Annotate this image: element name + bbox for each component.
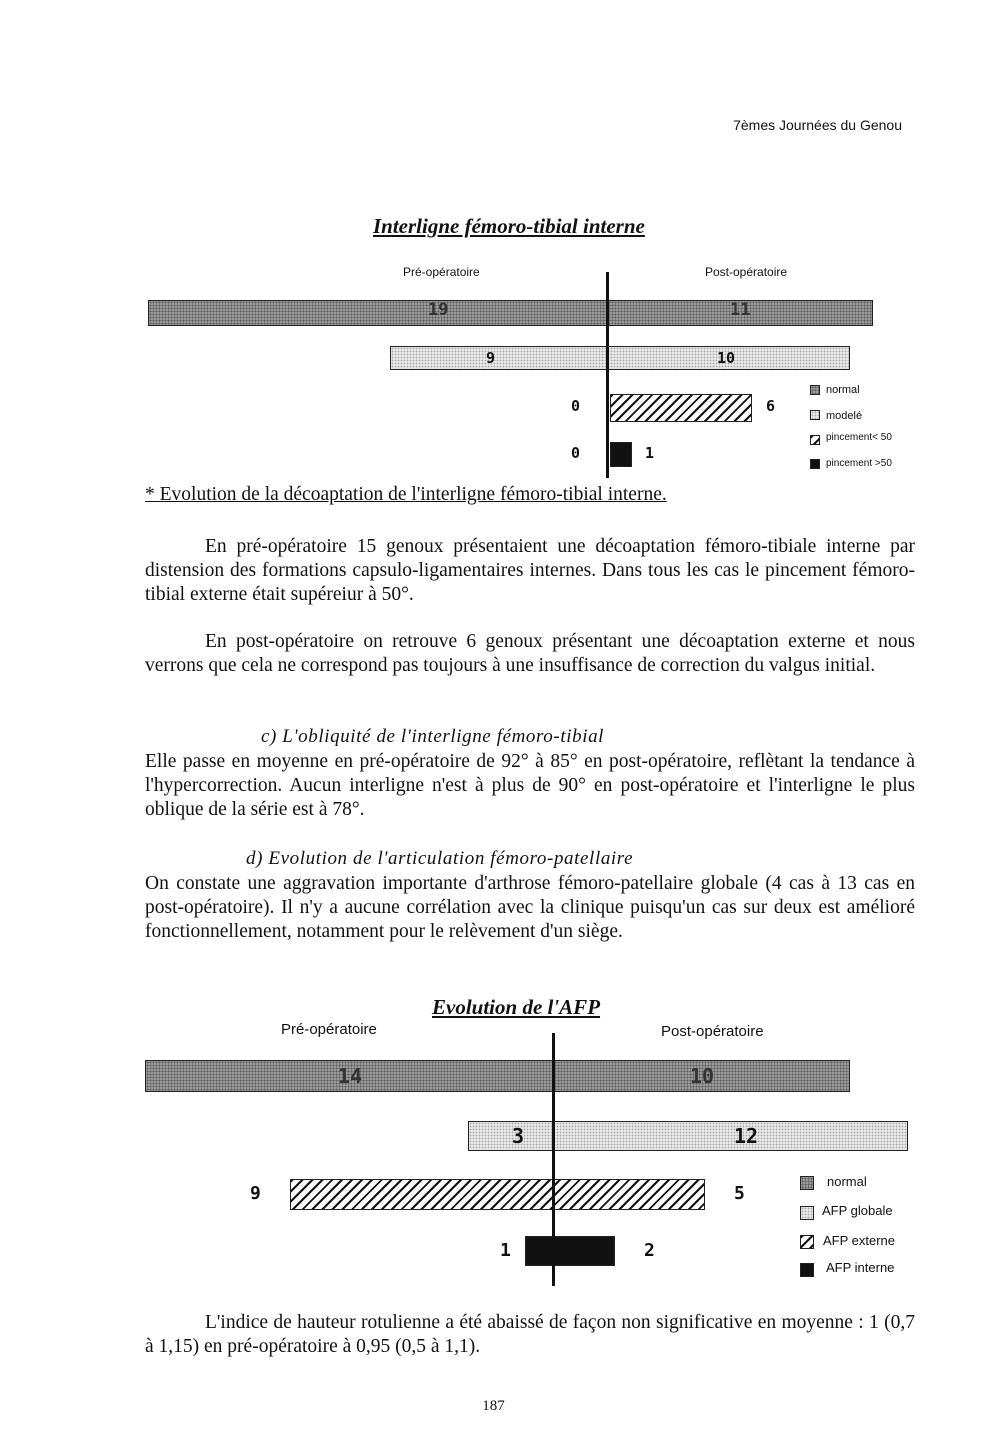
chart2-legend-normal: normal xyxy=(827,1174,867,1189)
chart2-bar-afp-interne xyxy=(525,1236,615,1266)
chart1-bar-normal xyxy=(148,300,873,326)
chart1-legend-pinc-gt50: pincement >50 xyxy=(826,458,892,469)
chart2-legend-afp-interne: AFP interne xyxy=(826,1260,895,1275)
chart2-label-post-afp-interne: 2 xyxy=(644,1240,655,1261)
chart1-legend-swatch-modele xyxy=(810,410,820,420)
chart1-bar-pincement-lt50 xyxy=(610,394,752,422)
chart2-label-pre-normal: 14 xyxy=(338,1064,363,1088)
chart2-legend-swatch-afp-externe xyxy=(800,1235,814,1249)
chart2-right-label: Post-opératoire xyxy=(661,1023,764,1040)
chart1-axis xyxy=(606,272,609,478)
chart2-label-post-afp-globale: 12 xyxy=(734,1124,759,1148)
chart2-legend-swatch-afp-interne xyxy=(800,1263,814,1277)
chart1-bar-modele xyxy=(390,346,850,370)
chart2-label-pre-afp-externe: 9 xyxy=(250,1183,261,1204)
chart2-left-label: Pré-opératoire xyxy=(281,1021,377,1038)
chart2-axis xyxy=(552,1033,555,1286)
chart2-bar-afp-externe xyxy=(290,1179,705,1210)
chart1-legend-swatch-pinc-gt50 xyxy=(810,459,820,469)
chart2-label-post-afp-externe: 5 xyxy=(734,1183,745,1204)
chart1-legend-pinc-lt50: pincement< 50 xyxy=(826,432,892,443)
page-number: 187 xyxy=(482,1398,505,1414)
chart2-bar-normal xyxy=(145,1060,850,1092)
chart2-label-post-normal: 10 xyxy=(690,1064,715,1088)
chart2-label-pre-afp-interne: 1 xyxy=(500,1240,511,1261)
chart2-legend-swatch-afp-globale xyxy=(800,1206,814,1220)
chart1-legend-swatch-normal xyxy=(810,385,820,395)
paragraph-3: Elle passe en moyenne en pré-opératoire de 92° à 85° en post-opératoire, reflètant la tendance à l'hypercorrection. Aucun interligne n'est à plus de 90° en post-opératoire et l'interligne le plus oblique de la série est à 78°. xyxy=(145,751,915,820)
chart1-label-post-pinc-gt50: 1 xyxy=(645,444,655,462)
chart1-title: Interligne fémoro-tibial interne xyxy=(373,214,645,238)
chart1-legend-modele: modelé xyxy=(826,410,863,422)
chart1-label-pre-normal: 19 xyxy=(428,300,449,320)
section-c-heading: c) L'obliquité de l'interligne fémoro-tibial xyxy=(261,726,605,747)
paragraph-1: En pré-opératoire 15 genoux présentaient une décoaptation fémoro-tibiale interne par distension des formations capsulo-ligamentaires internes. Dans tous les cas le pincement fémoro-tibial externe était supéreiur à 50°. xyxy=(145,536,915,605)
section-d-heading: d) Evolution de l'articulation fémoro-patellaire xyxy=(246,848,634,869)
running-header: 7èmes Journées du Genou xyxy=(733,117,902,133)
chart1-label-post-pinc-lt50: 6 xyxy=(766,397,776,415)
chart1-label-pre-modele: 9 xyxy=(486,349,496,367)
chart1-legend-swatch-pinc-lt50 xyxy=(810,435,820,445)
chart1-left-label: Pré-opératoire xyxy=(403,265,480,279)
chart1-label-post-normal: 11 xyxy=(730,300,751,320)
chart1-right-label: Post-opératoire xyxy=(705,265,788,279)
paragraph-5: L'indice de hauteur rotulienne a été abaissé de façon non significative en moyenne : 1 (0,7 à 1,15) en pré-opératoire à 0,95 (0,5 à 1,1). xyxy=(145,1312,915,1357)
chart1-bar-pincement-gt50 xyxy=(610,442,632,467)
chart2-title: Evolution de l'AFP xyxy=(432,995,601,1019)
chart1-label-pre-pinc-lt50: 0 xyxy=(571,397,581,415)
chart2-label-pre-afp-globale: 3 xyxy=(512,1124,525,1148)
chart2-legend-afp-globale: AFP globale xyxy=(822,1203,893,1218)
chart1-label-pre-pinc-gt50: 0 xyxy=(571,444,581,462)
chart1-legend-normal: normal xyxy=(826,384,860,396)
paragraph-2: En post-opératoire on retrouve 6 genoux présentant une décoaptation externe et nous verrons que cela ne correspond pas toujours à une insuffisance de correction du valgus initial. xyxy=(145,631,915,676)
chart1-caption: * Evolution de la décoaptation de l'interligne fémoro-tibial interne. xyxy=(145,484,667,505)
chart2-legend-swatch-normal xyxy=(800,1176,814,1190)
chart2-bar-afp-globale xyxy=(468,1121,908,1151)
chart1-label-post-modele: 10 xyxy=(717,349,736,367)
paragraph-4: On constate une aggravation importante d'arthrose fémoro-patellaire globale (4 cas à 13 cas en post-opératoire). Il n'y a aucune corrélation avec la clinique puisqu'un cas sur deux est amélioré fonctionnellement, notamment pour le relèvement d'un siège. xyxy=(145,873,915,942)
chart2-legend-afp-externe: AFP externe xyxy=(823,1233,896,1248)
